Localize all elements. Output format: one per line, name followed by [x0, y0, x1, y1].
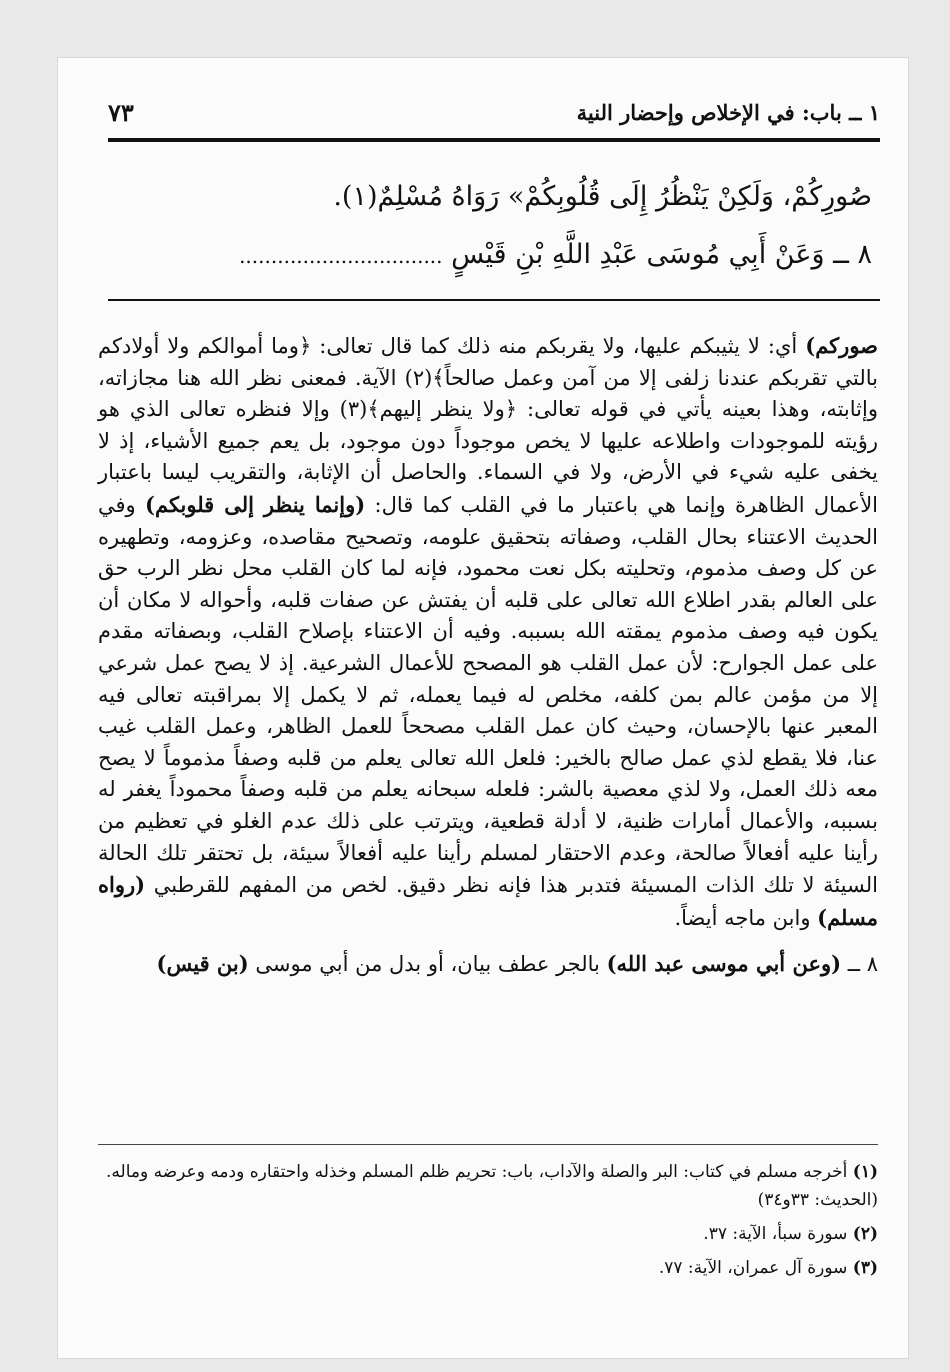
continuation-dots: ................................ — [239, 244, 443, 268]
bold-term: (وإنما ينظر إلى قلوبكم) — [145, 491, 366, 517]
footnote-3 — [98, 1254, 878, 1282]
commentary-text: بالجر عطف بيان، أو بدل من أبي موسى — [248, 952, 607, 977]
footnote-number: (١) — [852, 1162, 878, 1182]
footnote-number: (٣) — [852, 1258, 878, 1278]
footnote-number: (٢) — [852, 1224, 878, 1244]
section-divider — [108, 299, 880, 301]
footnote-2 — [98, 1220, 878, 1248]
footnote-text: سورة سبأ، الآية: ٣٧. — [703, 1224, 853, 1244]
book-page — [58, 58, 908, 1358]
footnotes — [98, 1158, 878, 1288]
commentary-paragraph-8 — [98, 948, 878, 981]
commentary-paragraph — [98, 330, 878, 934]
paragraph-number: ٨ ــ — [841, 952, 878, 977]
hadith-number: ٨ ــ — [833, 239, 872, 270]
commentary-text: وفي الحديث الاعتناء بحال القلب، وصفاته بتحقيق علومه، وتصحيح مقاصده، وعزومه، وتطهيره عن كل وصف مذموم، وتحليته بكل نعت محمود، فإنه لما كان القلب محل نظر الرب حق على العالم بقدر اطلاع الله تعالى على قلبه أن يفتش عن صفات قلبه، وأحواله لا مكان أن يكون فيه وصف مذموم يمقته الله بسببه. وفيه أن الاعتناء بإصلاح القلب، وبصفاته مقدم على عمل الجوارح: لأن عمل القلب هو المصحح للأعمال الشرعية. إذ لا يصح عمل شرعي إلا من مؤمن عالم بمن كلفه، مخلص له فيما يعمله، ثم لا يكمل إلا بمراقبته تعالى فيه المعبر عنها بالإحسان، وحيث كان عمل القلب مصححاً للعمل الظاهر، وعمل القلب غيب عنا، فلا يقطع لذي عمل صالح بالخير: فلعل الله تعالى يعلم من قلبه وصفاً مذموماً لا يصح معه ذلك العمل، ولا لذي معصية بالشر: فلعله سبحانه يعلم من قلبه وصفاً محموداً يغفر له بسببه، والأعمال أمارات ظنية، لا أدلة قطعية، ويترتب على ذلك عدم الغلو في تعظيم من رأينا عليه أفعالاً صالحة، وعدم الاحتقار لمسلم رأينا عليه أفعالاً سيئة، بل تحتقر تلك الحالة السيئة لا تلك الذات المسيئة فتدبر هذا فإنه نظر دقيق. لخص من المفهم للقرطبي — [98, 492, 878, 898]
commentary-text: وابن ماجه أيضاً. — [674, 905, 818, 930]
matn-line-1: صُورِكُمْ، وَلَكِنْ يَنْظُرُ إِلَى قُلُوبِكُمْ» رَوَاهُ مُسْلِمٌ(١). — [333, 181, 872, 212]
bold-term: (وعن أبي موسى عبد الله) — [606, 951, 842, 977]
page-number: ٧٣ — [108, 98, 134, 127]
footnote-1 — [98, 1158, 878, 1214]
matn-line-2 — [118, 226, 872, 285]
commentary-text: أي: لا يثيبكم عليها، ولا يقربكم منه ذلك كما قال تعالى: ﴿وما أموالكم ولا أولادكم بالتي تقربكم عندنا زلفى إلا من آمن وعمل صالحاً﴾(٢) الآية. فمعنى نظر الله هنا مجازاته، وإثابته، وهذا بعينه يأتي في قوله تعالى: ﴿ولا ينظر إليهم﴾(٣) وإلا فنظره تعالى الذي هو رؤيته للموجودات واطلاعه عليها لا يخص موجوداً دون موجود، بل يعم جميع الأشياء، إذ لا يخفى عليه شيء في الأرض، ولا في السماء. والحاصل أن الإثابة، والتقريب ليسا باعتبار الأعمال الظاهرة وإنما هي باعتبار ما في القلب كما قال: — [98, 334, 879, 517]
footnote-rule — [98, 1144, 878, 1145]
page-header — [108, 98, 880, 142]
hadith-text — [118, 168, 872, 285]
bold-term: (بن قيس) — [156, 951, 249, 977]
commentary — [98, 330, 878, 1002]
running-title: ١ ــ باب: في الإخلاص وإحضار النية — [576, 100, 880, 125]
bold-term: صوركم) — [805, 333, 878, 358]
narrator-text: وَعَنْ أَبِي مُوسَى عَبْدِ اللَّهِ بْنِ قَيْسٍ — [451, 239, 825, 270]
bold-term: (رواه مسلم) — [98, 872, 878, 930]
footnote-text: أخرجه مسلم في كتاب: البر والصلة والآداب، باب: تحريم ظلم المسلم وخذله واحتقاره ودمه وعرضه وماله. (الحديث: ٣٣و٣٤) — [106, 1162, 878, 1210]
footnote-text: سورة آل عمران، الآية: ٧٧. — [658, 1258, 853, 1278]
